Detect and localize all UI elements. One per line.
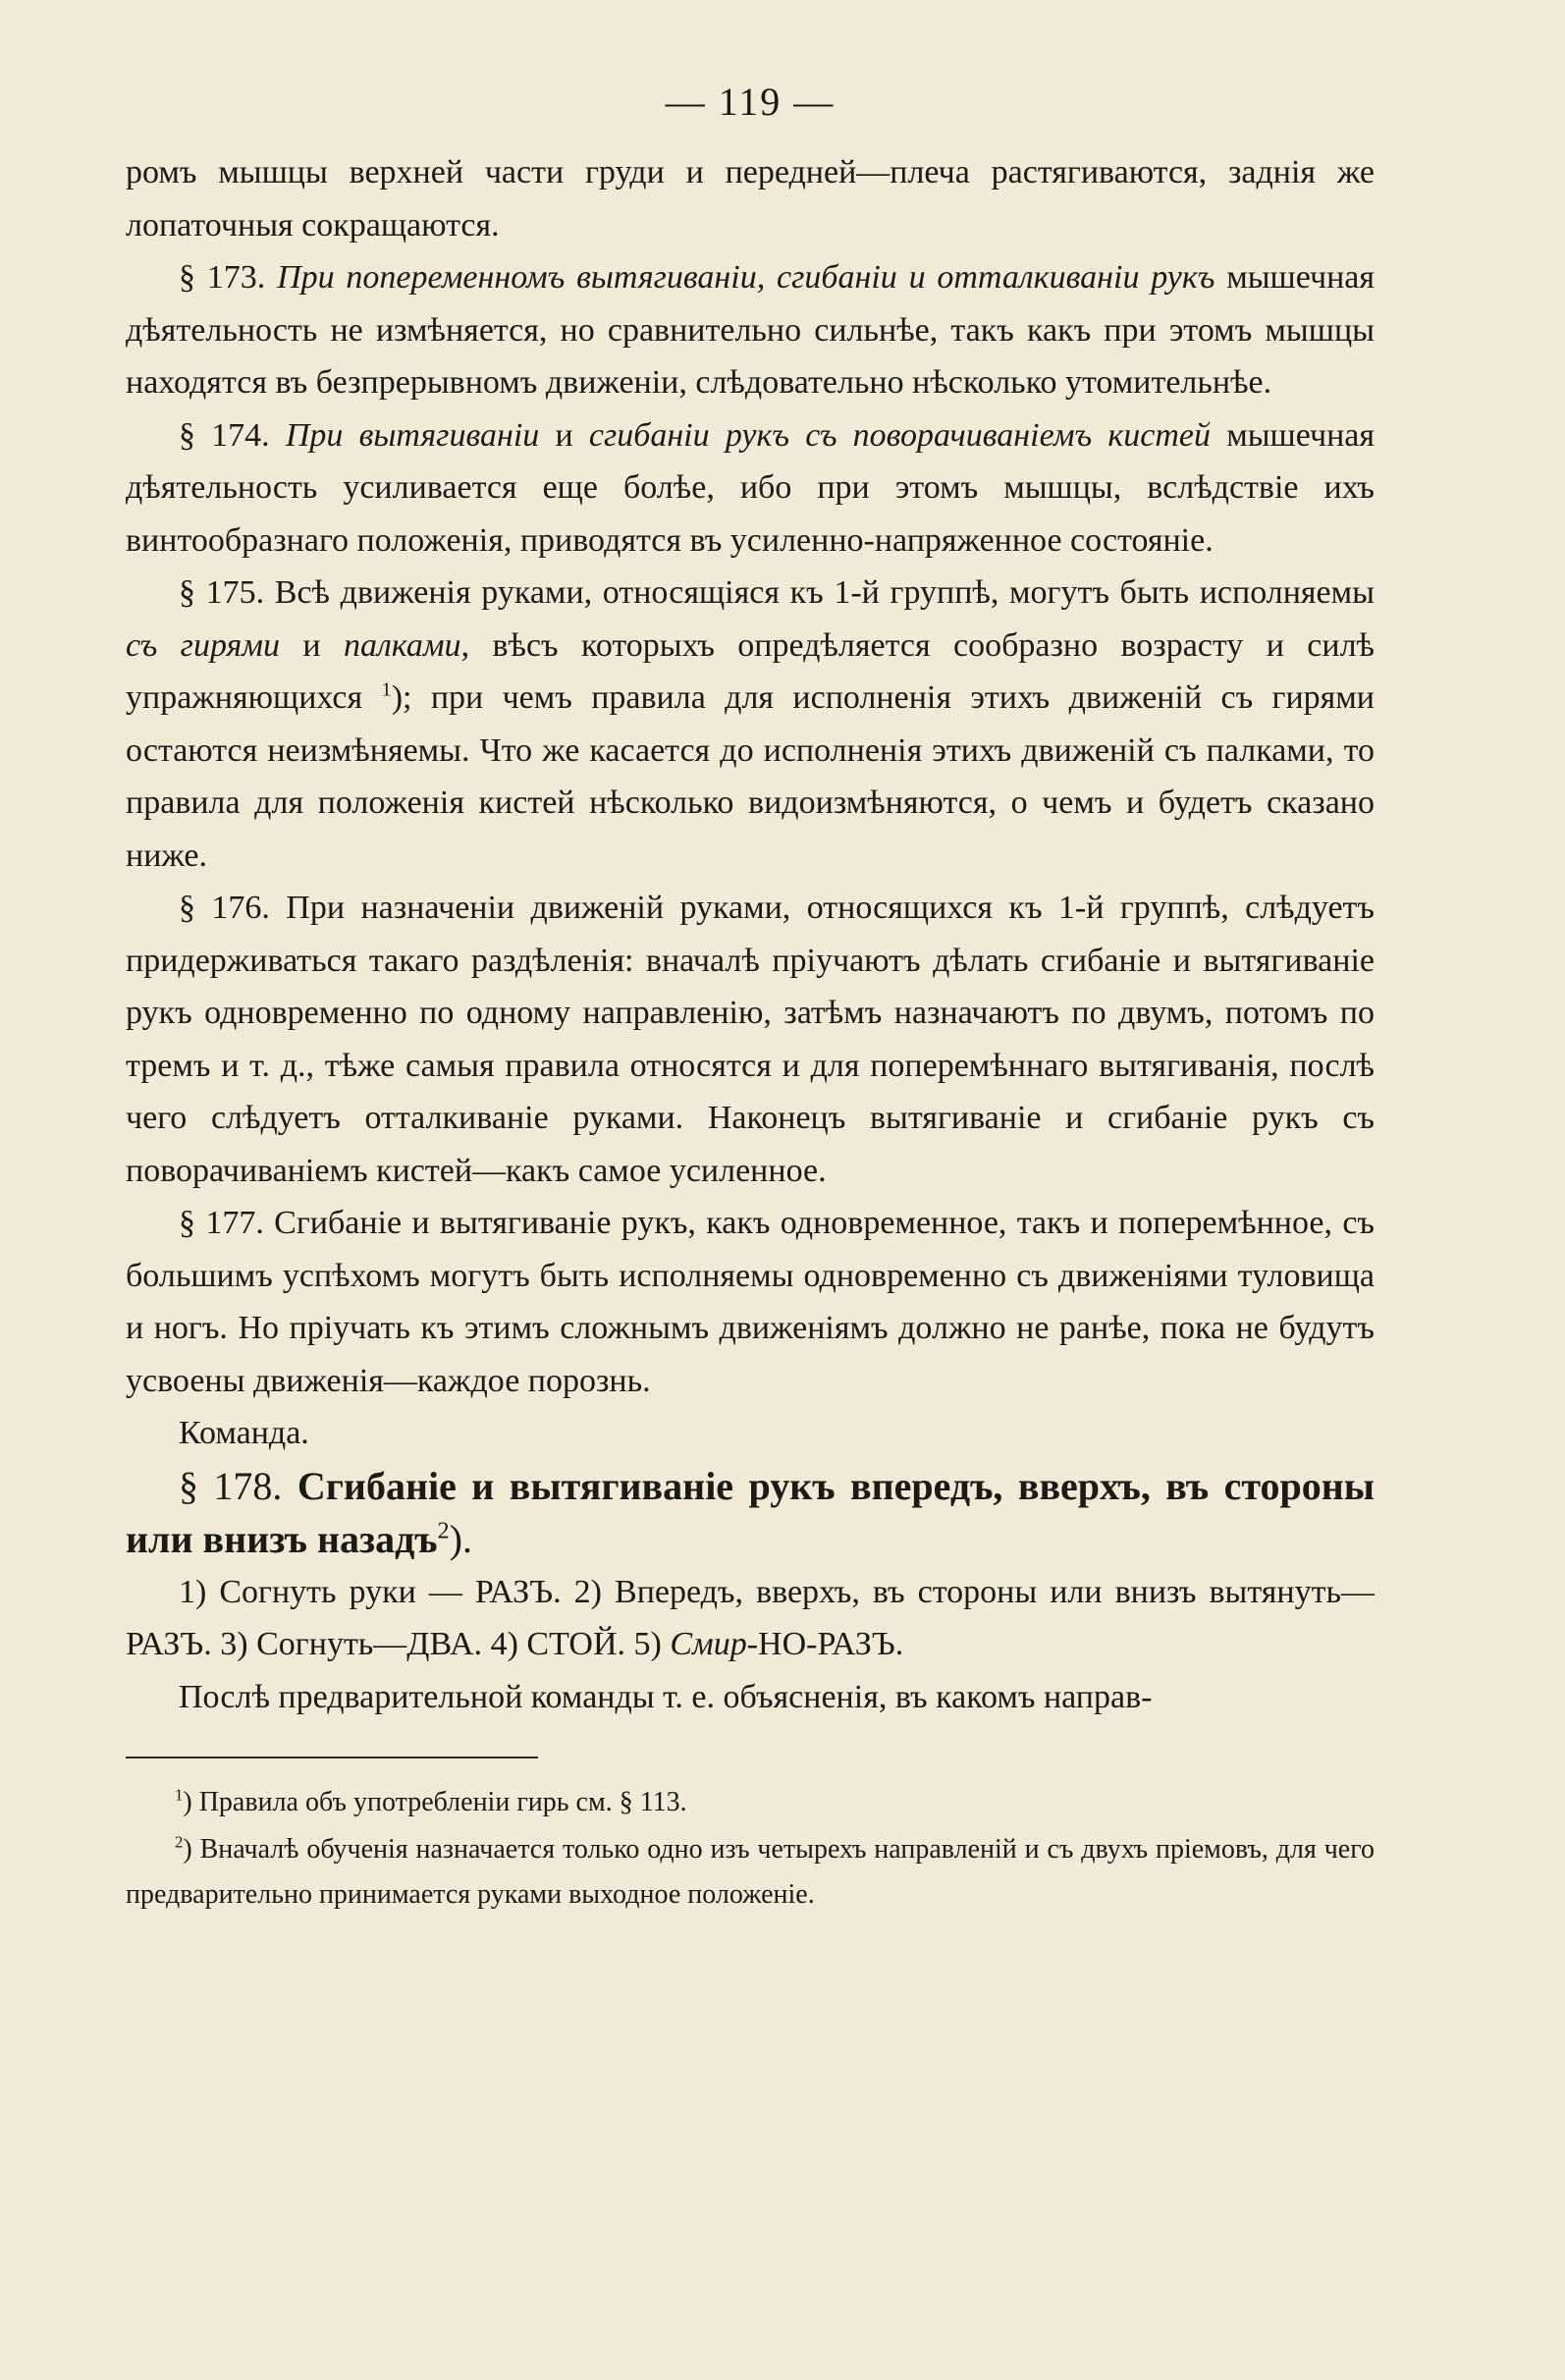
- italic-phrase: съ гирями: [126, 626, 280, 664]
- section-number: § 178.: [179, 1463, 297, 1508]
- paragraph-text: -НО-РАЗЪ.: [746, 1626, 904, 1662]
- footnote-mark: 1: [175, 1785, 184, 1805]
- footnote-divider: [126, 1757, 538, 1758]
- footnote-text: ) Правила объ употребленіи гирь см. § 113.: [183, 1787, 687, 1817]
- command-label: Команда.: [179, 1415, 309, 1451]
- paragraph-last: Послѣ предварительной команды т. е. объясненія, въ какомъ направ-: [179, 1678, 1153, 1715]
- paragraph-text: и: [539, 416, 589, 454]
- paragraph-174: [126, 409, 1375, 568]
- heading-end: ).: [449, 1516, 472, 1561]
- paragraph-text: § 175. Всѣ движенія руками, относящіяся къ 1-й группѣ, могутъ быть исполняемы: [179, 574, 1375, 611]
- book-page: [126, 79, 1375, 1918]
- footnote-text: ) Вначалѣ обученія назначается только одно изъ четырехъ направленій и съ двухъ пріемовъ, для чего предварительно принимается руками выходное положеніе.: [126, 1834, 1375, 1910]
- italic-phrase: При вытягиваніи: [285, 416, 540, 454]
- paragraph-text: 1) Согнуть руки — РАЗЪ. 2) Впередъ, вверхъ, въ стороны или внизъ вытянуть—РАЗЪ. 3) Согнуть—ДВА. 4) СТОЙ. 5): [126, 1573, 1375, 1662]
- italic-phrase: сгибаніи рукъ съ поворачиваніемъ кистей: [588, 416, 1212, 454]
- footnote-mark: 2: [175, 1832, 184, 1852]
- command-sequence: [126, 1566, 1375, 1671]
- page-number: — 119 —: [665, 80, 836, 124]
- paragraph-176: § 176. При назначеніи движеній руками, относящихся къ 1-й группѣ, слѣдуетъ придерживаться такаго раздѣленія: вначалѣ пріучаютъ дѣлать сгибаніе и вытягиваніе рукъ одновременно по одному направленію, затѣмъ назначаютъ по двумъ, потомъ по тремъ и т. д., тѣже самыя правила относятся и для поперемѣннаго вытягиванія, послѣ чего слѣдуетъ отталкиваніе руками. Наконецъ вытягиваніе и сгибаніе рукъ съ поворачиваніемъ кистей—какъ самое усиленное.: [126, 890, 1375, 1189]
- footnote-ref: 1: [381, 678, 392, 701]
- section-title: Сгибаніе и вытягиваніе рукъ впередъ, вверхъ, въ стороны или внизъ назадъ: [126, 1463, 1376, 1561]
- footnote-2: [126, 1827, 1375, 1918]
- footnote-1: [126, 1780, 1375, 1825]
- section-number: § 173.: [179, 259, 278, 296]
- italic-phrase: При попеременномъ вытягиваніи, сгибаніи и отталкиваніи рукъ: [277, 259, 1215, 296]
- paragraph-text: мышечная дѣятельность не измѣняется, но сравнительно сильнѣе, такъ какъ при этомъ мышцы находятся въ безпрерывномъ движеніи, слѣдовательно нѣсколько утомительнѣе.: [126, 259, 1376, 401]
- paragraph-text: и: [280, 626, 344, 664]
- paragraph-177: § 177. Сгибаніе и вытягиваніе рукъ, какъ одновременное, такъ и поперемѣнное, съ большимъ успѣхомъ могутъ быть исполняемы одновременно съ движеніями туловища и ногъ. Но пріучать къ этимъ сложнымъ движеніямъ должно не ранѣе, пока не будутъ усвоены движенія—каждое порознь.: [126, 1205, 1375, 1399]
- section-heading-178: [126, 1460, 1375, 1566]
- paragraph-continuation: ромъ мышцы верхней части груди и передней—плеча растягиваются, заднія же лопаточныя сокращаются.: [126, 154, 1375, 243]
- italic-phrase: палками: [343, 626, 461, 664]
- footnote-ref: 2: [437, 1518, 450, 1544]
- paragraph-text: , вѣсъ которыхъ опредѣляется сообразно возрасту и силѣ упражняющихся: [126, 626, 1375, 716]
- paragraph-175: [126, 567, 1375, 882]
- paragraph-173: [126, 251, 1375, 409]
- italic-phrase: Смир: [670, 1626, 747, 1662]
- section-number: § 174.: [179, 416, 286, 454]
- paragraph-text: ); при чемъ правила для исполненія этихъ движеній съ гирями остаются неизмѣняемы. Что же касается до исполненія этихъ движеній съ палками, то правила для положенія кистей нѣсколько видоизмѣняются, о чемъ и будетъ сказано ниже.: [126, 679, 1376, 874]
- paragraph-text: мышечная дѣятельность усиливается еще болѣе, ибо при этомъ мышцы, вслѣдствіе ихъ винтообразнаго положенія, приводятся въ усиленно-напряженное состояніе.: [126, 416, 1376, 559]
